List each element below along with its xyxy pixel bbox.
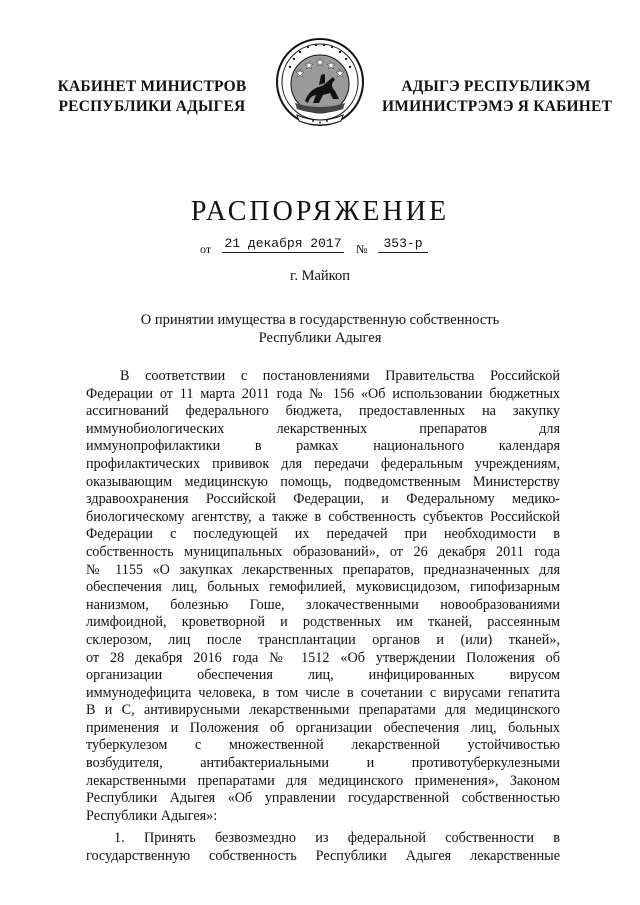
document-subject: [60, 311, 580, 347]
text-line: В соответствии с постановлениями Правительства Российской: [120, 368, 560, 384]
document-title: РАСПОРЯЖЕНИЕ: [190, 196, 450, 227]
text-line: В и С, антивирусными лекарственными препаратами для медицинского: [86, 702, 560, 719]
body-paragraph-item-1: [86, 829, 560, 865]
text-line: № 1155 «О закупках лекарственных препаратов, предназначенных для: [86, 561, 560, 578]
text-line: ассигнований федерального бюджета, предоставленных на закупку: [86, 403, 560, 420]
text-line: государственную собственность Республики Адыгея лекарственные: [86, 848, 560, 864]
text-line: иммунобиологических лекарственных препаратов для: [86, 420, 560, 437]
body-paragraph: [86, 368, 560, 825]
text-line: Федерации с последующей их передачей при необходимости в: [86, 526, 560, 543]
text-line: организации обеспечения лиц, инфицированных вирусом: [86, 667, 560, 684]
text-line: иммунопрофилактики в рамках национального календаря: [86, 438, 560, 455]
text-line: лимфоидной, кроветворной и родственных им тканей, рассеянным: [86, 614, 560, 631]
text-line: собственность муниципальных образований», от 26 декабря 2011 года: [86, 543, 560, 560]
text-line: от 28 декабря 2016 года № 1512 «Об утверждении Положения об: [86, 649, 560, 666]
number-prefix: №: [356, 242, 368, 256]
text-line: иммунодефицита человека, в том числе в сочетании с вирусами гепатита: [86, 684, 560, 701]
text-line: оказывающим медицинскую помощь, подведомственным Министерству: [86, 473, 560, 490]
text-line: Республики Адыгея»:: [86, 807, 218, 824]
header-left-line2: РЕСПУБЛИКИ АДЫГЕЯ: [58, 98, 246, 115]
text-line: возбудителя, антибактериальными и противотуберкулезными: [86, 755, 560, 772]
text-line: склерозом, лиц после трансплантации органов и (или) тканей»,: [86, 631, 560, 648]
header-left: [52, 77, 252, 117]
text-line: лекарственными препаратами для медицинского применения», Законом: [86, 772, 560, 789]
text-line: Федерации от 11 марта 2011 года № 156 «Об использовании бюджетных: [86, 385, 560, 402]
header-right: [382, 77, 613, 117]
text-line: туберкулезом с множественной лекарственной устойчивостью: [86, 737, 560, 754]
text-line: Республики Адыгея «Об управлении государственной собственностью: [86, 790, 560, 807]
text-line: профилактических прививок для передачи федеральным учреждениям,: [86, 455, 560, 472]
date-number-line: [200, 236, 460, 256]
text-line: здравоохранения Российской Федерации, и Федеральному медико-: [86, 491, 560, 508]
text-line: применения и Положения об организации обеспечения лиц, больных: [86, 719, 560, 736]
text-line: биологическому агентству, а также в собственность субъектов Российской: [86, 508, 560, 525]
subject-line1: О принятии имущества в государственную собственность: [140, 312, 500, 328]
city: г. Майкоп: [290, 268, 350, 284]
coat-of-arms-icon: [275, 37, 365, 131]
header-right-line1: АДЫГЭ РЕСПУБЛИКЭМ: [401, 78, 591, 95]
header-right-line2: ИМИНИСТРЭМЭ Я КАБИНЕТ: [382, 98, 613, 115]
text-line: нанизмом, болезнью Гоше, злокачественными новообразованиями: [86, 596, 560, 613]
document-date: 21 декабря 2017: [222, 236, 344, 253]
date-prefix: от: [200, 242, 212, 256]
header-left-line1: КАБИНЕТ МИНИСТРОВ: [57, 78, 247, 95]
document-number: 353-р: [378, 236, 428, 253]
text-line: обеспечения лиц, больных гемофилией, муковисцидозом, гипофизарным: [86, 579, 560, 596]
text-line: 1. Принять безвозмездно из федеральной собственности в: [114, 830, 560, 846]
subject-line2: Республики Адыгея: [258, 330, 382, 346]
